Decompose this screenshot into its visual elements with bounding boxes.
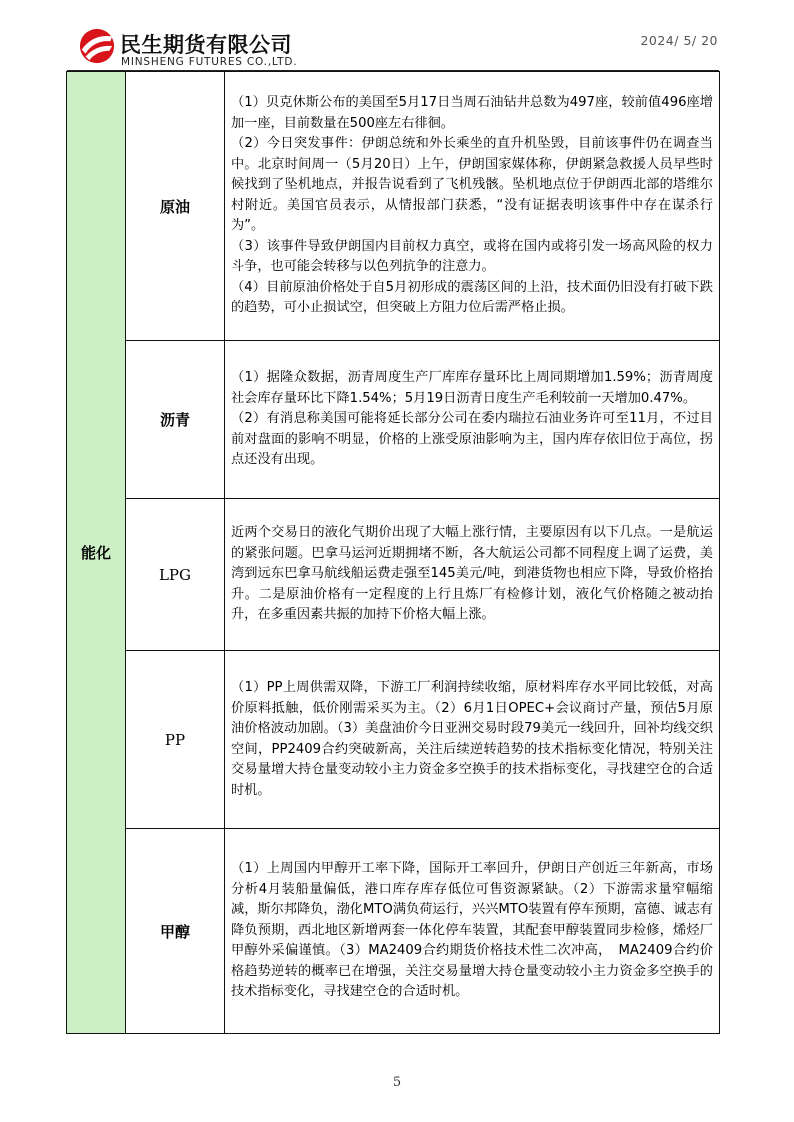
analysis-paragraph: （1）贝克休斯公布的美国至5月17日当周石油钻井总数为497座，较前值496座增加一座，目前数量在500座左右徘徊。 — [231, 95, 713, 131]
page-number: 5 — [392, 1075, 402, 1090]
analysis-cell-crude-oil — [225, 72, 720, 341]
analysis-paragraph: （1）据隆众数据，沥青周度生产厂库库存量环比上周同期增加1.59%；沥青周度社会库存量环比下降1.54%；5月19日沥青日度生产毛利较前一天增加0.47%。 — [231, 370, 713, 406]
product-cell-lpg: LPG — [126, 499, 225, 651]
analysis-paragraph: （4）目前原油价格处于自5月初形成的震荡区间的上沿，技术面仍旧没有打破下跌的趋势，可小止损试空，但突破上方阻力位后需严格止损。 — [231, 279, 713, 316]
analysis-paragraph: 近两个交易日的液化气期价出现了大幅上涨行情，主要原因有以下几点。一是航运的紧张问题。巴拿马运河近期拥堵不断，各大航运公司都不同程度上调了运费，美湾到远东巴拿马航线船运费走强至145美元/吨，到港货物也相应下降，导致价格抬升。二是原油价格有一定程度的上行且炼厂有检修计划，液化气价格随之被动抬升，在多重因素共振的加持下价格大幅上涨。 — [231, 525, 713, 623]
commodity-analysis-table — [66, 71, 720, 1034]
table-row — [67, 651, 720, 829]
page-header — [0, 0, 794, 72]
analysis-cell-methanol — [225, 829, 720, 1034]
analysis-cell-lpg — [225, 499, 720, 651]
analysis-paragraph: （3）该事件导致伊朗国内目前权力真空，或将在国内或将引发一场高风险的权力斗争，也可能会转移与以色列抗争的注意力。 — [231, 238, 713, 275]
analysis-cell-asphalt — [225, 341, 720, 499]
analysis-paragraph: （2）今日突发事件：伊朗总统和外长乘坐的直升机坠毁，目前该事件仍在调查当中。北京时间周一（5月20日）上午，伊朗国家媒体称，伊朗紧急救援人员早些时候找到了坠机地点，并报告说看到了飞机残骸。坠机地点位于伊朗西北部的塔维尔村附近。美国官员表示，从情报部门获悉，“没有证据表明该事件中存在谋杀行为”。 — [231, 136, 713, 234]
analysis-cell-pp — [225, 651, 720, 829]
table-row — [67, 829, 720, 1034]
analysis-paragraph: （2）有消息称美国可能将延长部分公司在委内瑞拉石油业务许可至11月，不过目前对盘面的影响不明显，价格的上涨受原油影响为主，国内库存依旧位于高位，拐点还没有出现。 — [231, 411, 713, 468]
product-cell-pp: PP — [126, 651, 225, 829]
table-row — [67, 72, 720, 341]
product-cell-crude-oil: 原油 — [126, 72, 225, 341]
brand-name-cn: 民生期货有限公司 — [120, 33, 292, 57]
product-cell-methanol: 甲醇 — [126, 829, 225, 1034]
product-cell-asphalt: 沥青 — [126, 341, 225, 499]
table-row — [67, 341, 720, 499]
table-row — [67, 499, 720, 651]
analysis-paragraph: （1）PP上周供需双降，下游工厂利润持续收缩，原材料库存水平同比较低，对高价原料抵触，低价刚需采买为主。（2）6月1日OPEC+会议商讨产量，预估5月原油价格波动加剧。（3）美盘油价今日亚洲交易时段79美元一线回升，回补均线交织空间，PP2409合约突破新高，关注后续逆转趋势的技术指标变化情况，特别关注交易量增大持仓量变动较小主力资金多空换手的技术指标变化，寻找建空仓的合适时机。 — [231, 680, 713, 798]
report-date: 2024/ 5/ 20 — [640, 33, 718, 48]
analysis-paragraph: （1）上周国内甲醇开工率下降，国际开工率回升，伊朗日产创近三年新高，市场分析4月装船量偏低，港口库存库存低位可售资源紧缺。（2）下游需求量窄幅缩减，斯尔邦降负，渤化MTO满负荷运行，兴兴MTO装置有停车预期，富德、诚志有降负预期，西北地区新增两套一体化停车装置，其配套甲醇装置同步检修，烯烃厂甲醇外采偏谨慎。（3）MA2409合约期货价格技术性二次冲高， MA2409合约价格趋势逆转的概率已在增强，关注交易量增大持仓量变动较小主力资金多空换手的技术指标变化，寻找建空仓的合适时机。 — [231, 861, 713, 1000]
sector-cell: 能化 — [67, 72, 126, 1034]
brand-name-en: MINSHENG FUTURES CO.,LTD. — [121, 56, 298, 68]
minsheng-logo-icon — [78, 26, 116, 66]
